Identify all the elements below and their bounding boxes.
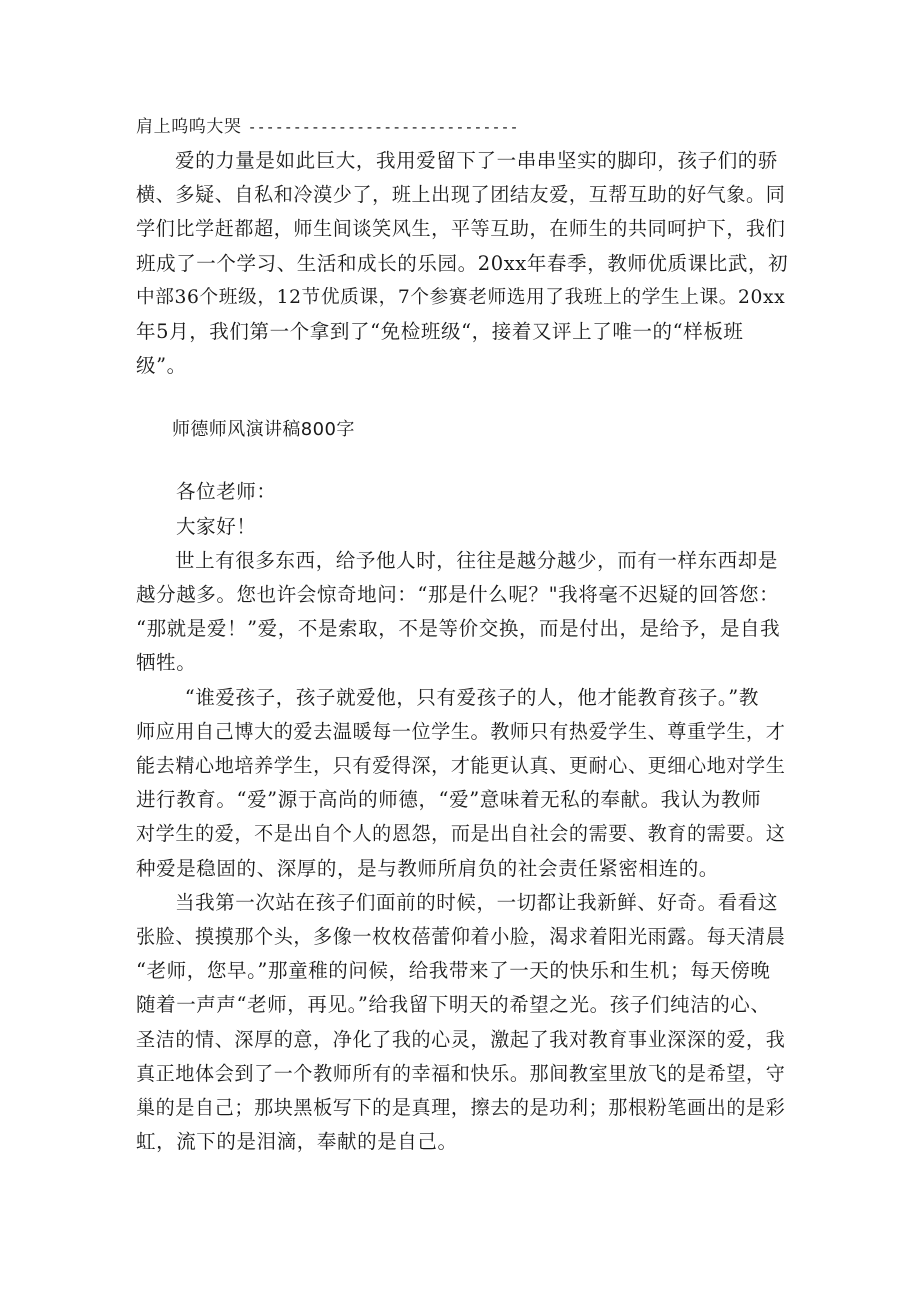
text-line: 横、多疑、自私和冷漠少了，班上出现了团结友爱，互帮互助的好气象。同 [136,184,786,207]
text-line: 虹，流下的是泪滴，奉献的是自己。 [136,1130,458,1154]
text-line: 师应用自己博大的爱去温暖每一位学生。教师只有热爱学生、尊重学生，才 [136,720,786,743]
section-heading: 师德师风演讲稿800字 [172,419,355,441]
document-page [136,110,788,1159]
text-line: 圣洁的情、深厚的意，净化了我的心灵，激起了我对教育事业深深的爱，我 [136,1028,786,1051]
text-line: “老师，您早。”那童稚的问候，给我带来了一天的快乐和生机；每天傍晚 [136,959,771,983]
text-line: 班成了一个学习、生活和成长的乐园。20xx年春季，教师优质课比武，初 [136,251,789,275]
text-line: 级”。 [136,354,187,378]
paragraph-love-multiplies [136,544,788,681]
text-line: 中部36个班级，12节优质课，7个参赛老师选用了我班上的学生上课。20xx [136,286,786,308]
text-line: 学们比学赶都超，师生间谈笑风生，平等互助，在师生的共同呵护下，我们 [136,218,786,241]
text-line: 爱的力量是如此巨大，我用爱留下了一串串坚实的脚印，孩子们的骄 [175,149,779,172]
paragraph-love-children [136,681,788,886]
hello: 大家好！ [176,514,257,538]
text-line: 越分越多。您也许会惊奇地问：“那是什么呢？"我将毫不迟疑的回答您： [136,583,780,607]
intro-dashes: ------------------------------ [247,118,519,136]
text-line: 当我第一次站在孩子们面前的时候，一切都让我新鲜、好奇。看看这 [175,890,779,914]
intro-text: 肩上呜呜大哭 [136,117,242,137]
text-line: 能去精心地培养学生，只有爱得深，才能更认真、更耐心、更细心地对学生 [136,755,786,778]
intro-line [136,110,788,144]
text-line: 牺牲。 [136,651,197,675]
text-line: 随着一声声“老师，再见。”给我留下明天的希望之光。孩子们纯洁的心、 [136,993,771,1017]
greeting: 各位老师： [176,480,277,504]
paragraph-first-day [136,886,788,1160]
text-line: 年5月，我们第一个拿到了“免检班级“，接着又评上了唯一的“样板班 [136,320,744,344]
text-line: 巢的是自己；那块黑板写下的是真理，擦去的是功利；那根粉笔画出的是彩 [136,1097,786,1120]
paragraph-love-power [136,144,788,383]
text-line: 进行教育。“爱”源于高尚的师德，“爱”意味着无私的奉献。我认为教师 [136,788,762,812]
text-line: 对学生的爱，不是出自个人的恩怨，而是出自社会的需要、教育的需要。这 [136,823,786,846]
text-line: “那就是爱！”爱，不是索取，不是等价交换，而是付出，是给予，是自我 [136,617,781,641]
text-line: “谁爱孩子，孩子就爱他，只有爱孩子的人，他才能教育孩子。”教 [184,685,759,709]
text-line: 种爱是稳固的、深厚的，是与教师所肩负的社会责任紧密相连的。 [136,856,719,880]
text-line: 真正地体会到了一个教师所有的幸福和快乐。那间教室里放飞的是希望，守 [136,1062,786,1085]
text-line: 张脸、摸摸那个头，多像一枚枚蓓蕾仰着小脸，渴求着阳光雨露。每天清晨 [136,926,786,949]
text-line: 世上有很多东西，给予他人时，往往是越分越少，而有一样东西却是 [175,548,779,572]
